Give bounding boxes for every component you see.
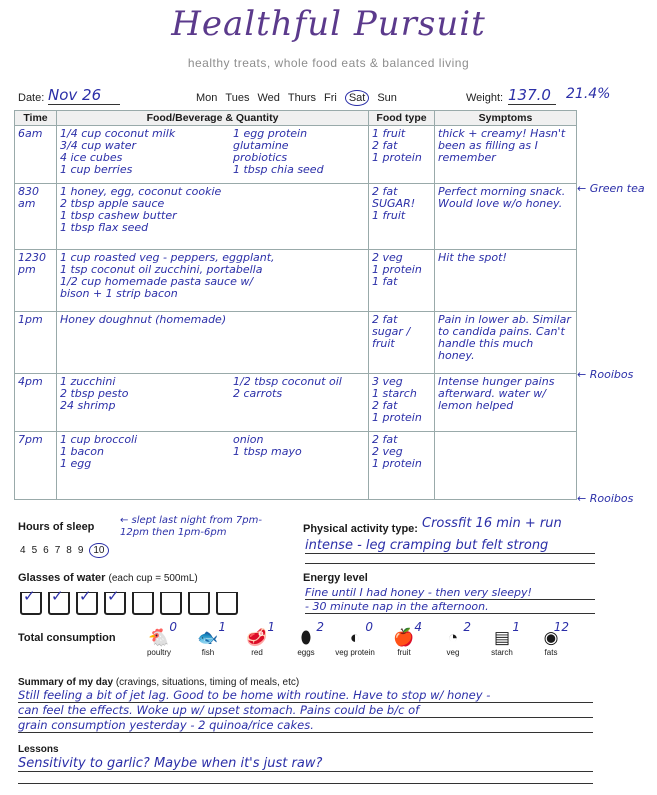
lessons-line: Sensitivity to garlic? Maybe when it's just raw?	[18, 756, 593, 772]
food-item: 1 tsp coconut oil zucchini, portabella	[60, 263, 263, 276]
food-right	[233, 376, 365, 412]
water-cup	[104, 588, 126, 615]
food-item: glutamine	[233, 139, 289, 152]
col-header-3: Symptoms	[435, 111, 577, 126]
sleep-option: 6	[43, 545, 49, 556]
cell-food	[57, 250, 369, 312]
food-group-icon: 🐔	[148, 628, 170, 647]
table-row	[15, 312, 577, 374]
cell-food	[57, 374, 369, 432]
consumption-item	[480, 620, 524, 657]
food-type-item: 3 veg	[372, 375, 403, 388]
food-columns	[60, 434, 365, 470]
sleep-option: 10	[89, 543, 108, 558]
food-left	[60, 314, 365, 326]
cell-food	[57, 126, 369, 184]
food-item: 1 tbsp mayo	[233, 445, 302, 458]
food-item: bison + 1 strip bacon	[60, 287, 178, 300]
day-mon: Mon	[196, 92, 218, 104]
sleep-option: 4	[20, 545, 26, 556]
food-columns	[60, 128, 365, 176]
consumption-item	[137, 620, 181, 657]
food-group-count: 2	[463, 620, 471, 634]
food-group-count: 1	[512, 620, 520, 634]
check-icon: ✓	[79, 588, 92, 605]
food-group-icon: ⬮	[300, 628, 312, 647]
bodyfat-value: 21.4%	[566, 86, 611, 102]
food-item: Honey doughnut (homemade)	[60, 313, 227, 326]
food-type-item: 2 fat	[372, 313, 398, 326]
food-group-label: starch	[491, 648, 513, 657]
activity-line2: intense - leg cramping but felt strong	[305, 538, 595, 554]
food-type-item: 2 fat	[372, 139, 398, 152]
cell-food-type	[369, 312, 435, 374]
cell-symptoms: thick + creamy! Hasn't been as filling as I remember	[435, 126, 577, 184]
food-left	[60, 376, 225, 412]
water-cup	[132, 592, 154, 615]
consumption-item	[235, 620, 279, 657]
sleep-options	[20, 540, 115, 558]
food-item: 4 ice cubes	[60, 151, 123, 164]
food-type-item: 2 veg	[372, 251, 403, 264]
consumption-item	[333, 620, 377, 657]
table-row	[15, 126, 577, 184]
food-columns	[60, 252, 365, 300]
table-row	[15, 184, 577, 250]
food-item: 1 bacon	[60, 445, 104, 458]
food-group-icon: ▤	[493, 628, 511, 647]
consumption-item	[284, 620, 328, 657]
summary-sublabel: (cravings, situations, timing of meals, etc)	[115, 677, 300, 688]
cell-food-type	[369, 374, 435, 432]
cell-symptoms: Hit the spot!	[435, 250, 577, 312]
activity-rule	[305, 563, 595, 564]
day-thurs: Thurs	[287, 92, 316, 104]
activity-line1: Crossfit 16 min + run	[422, 516, 562, 531]
food-type-item: 1 protein	[372, 263, 422, 276]
cell-food	[57, 312, 369, 374]
weight-value: 137.0	[508, 86, 556, 105]
day-fri: Fri	[324, 92, 337, 104]
food-group-count: 1	[218, 620, 226, 634]
table-row	[15, 250, 577, 312]
energy-line1: Fine until I had honey - then very sleepy!	[305, 586, 595, 600]
check-icon: ✓	[23, 588, 36, 605]
water-cup	[188, 592, 210, 615]
energy-label: Energy level	[303, 572, 368, 584]
sleep-option: 8	[66, 545, 72, 556]
food-type-item: SUGAR!	[372, 197, 416, 210]
cell-food-type	[369, 126, 435, 184]
cell-food-type	[369, 250, 435, 312]
weekday-row	[196, 92, 405, 104]
side-note: ← Rooibos	[577, 492, 634, 505]
food-type-item: 1 protein	[372, 411, 422, 424]
table-body	[15, 126, 577, 500]
cell-food-type	[369, 432, 435, 500]
food-item: 1 cup berries	[60, 163, 133, 176]
food-group-icon: 🍎	[393, 628, 415, 647]
food-right	[233, 434, 365, 470]
water-sublabel: (each cup = 500mL)	[108, 573, 198, 584]
cell-symptoms: Pain in lower ab. Similar to candida pains. Can't handle this much honey.	[435, 312, 577, 374]
food-group-label: poultry	[146, 648, 171, 657]
food-item: 1/4 cup coconut milk	[60, 127, 176, 140]
water-cup	[20, 588, 42, 615]
water-cups	[20, 588, 244, 620]
sleep-option: 9	[77, 545, 84, 556]
food-group-count: 4	[414, 620, 422, 634]
water-cup	[76, 588, 98, 615]
weight-label: Weight:	[466, 92, 504, 104]
food-type-item: 1 fruit	[372, 209, 406, 222]
food-type-item: sugar / fruit	[372, 325, 411, 350]
cell-food	[57, 184, 369, 250]
water-label: Glasses of water	[18, 572, 106, 584]
food-type-item: 1 fruit	[372, 127, 406, 140]
food-group-icon: 🥩	[246, 628, 268, 647]
date-value: Nov 26	[48, 86, 120, 105]
food-type-item: 2 fat	[372, 399, 398, 412]
col-header-0: Time	[15, 111, 57, 126]
cell-time: 6am	[15, 126, 57, 184]
cell-symptoms	[435, 432, 577, 500]
table-header	[15, 111, 577, 126]
food-item: 1 egg	[60, 457, 92, 470]
lessons-label: Lessons	[18, 744, 59, 755]
food-group-icon: 🐟	[197, 628, 219, 647]
food-group-count: 2	[316, 620, 324, 634]
brand-tagline: healthy treats, whole food eats & balanced living	[187, 56, 470, 70]
food-group-label: fats	[544, 648, 558, 657]
food-columns	[60, 186, 365, 234]
food-item: 1 tbsp cashew butter	[60, 209, 177, 222]
water-cup	[216, 592, 238, 615]
food-item: 24 shrimp	[60, 399, 116, 412]
food-group-label: veg protein	[335, 648, 375, 657]
food-group-icon: ◔	[447, 628, 459, 647]
food-item: 1 cup broccoli	[60, 433, 138, 446]
food-group-count: 0	[169, 620, 177, 634]
cell-time: 1pm	[15, 312, 57, 374]
cell-time: 7pm	[15, 432, 57, 500]
food-type-item: 1 starch	[372, 387, 417, 400]
food-item: probiotics	[233, 151, 288, 164]
food-group-icon: ◉	[543, 628, 559, 647]
activity-label: Physical activity type:	[303, 523, 418, 535]
food-group-count: 0	[365, 620, 373, 634]
food-type-item: 2 fat	[372, 185, 398, 198]
energy-line2: - 30 minute nap in the afternoon.	[305, 600, 595, 614]
lessons-rule	[18, 783, 593, 784]
food-group-label: red	[251, 648, 263, 657]
date-label: Date:	[18, 92, 45, 104]
sleep-option: 7	[54, 545, 61, 556]
food-group-count: 1	[267, 620, 275, 634]
side-note: ← Rooibos	[577, 368, 634, 381]
food-group-label: eggs	[297, 648, 315, 657]
sleep-label: Hours of sleep	[18, 521, 95, 533]
food-item: 1 cup roasted veg - peppers, eggplant,	[60, 251, 275, 264]
food-item: 1 egg protein	[233, 127, 308, 140]
water-cup	[48, 588, 70, 615]
food-item: 1 zucchini	[60, 375, 116, 388]
food-left	[60, 434, 225, 470]
summary-line-1: Still feeling a bit of jet lag. Good to be home with routine. Have to stop w/ honey -	[18, 688, 593, 703]
food-type-item: 2 fat	[372, 433, 398, 446]
food-log-table	[14, 110, 577, 500]
summary-line-3: grain consumption yesterday - 2 quinoa/rice cakes.	[18, 718, 593, 733]
food-type-item: 1 protein	[372, 457, 422, 470]
cell-time: 4pm	[15, 374, 57, 432]
cell-food-type	[369, 184, 435, 250]
food-type-item: 1 protein	[372, 151, 422, 164]
col-header-2: Food type	[369, 111, 435, 126]
food-item: 1/2 cup homemade pasta sauce w/	[60, 275, 254, 288]
food-group-label: fruit	[397, 648, 411, 657]
sleep-note: ← slept last night from 7pm-12pm then 1pm-6pm	[120, 515, 262, 538]
brand-title: Healthful Pursuit	[171, 4, 486, 44]
food-item: 1 tbsp chia seed	[233, 163, 324, 176]
water-cup	[160, 592, 182, 615]
food-right	[233, 128, 365, 176]
cell-time: 830 am	[15, 184, 57, 250]
day-sat: Sat	[345, 90, 370, 106]
col-header-1: Food/Beverage & Quantity	[57, 111, 369, 126]
sleep-option: 5	[31, 545, 38, 556]
summary-label: Summary of my day	[18, 677, 114, 688]
consumption-item	[382, 620, 426, 657]
food-item: 3/4 cup water	[60, 139, 137, 152]
side-note: ← Green tea	[577, 182, 645, 195]
food-type-item: 1 fat	[372, 275, 398, 288]
day-wed: Wed	[257, 92, 280, 104]
food-group-label: fish	[201, 648, 215, 657]
summary-label-wrap	[18, 677, 299, 688]
food-item: onion	[233, 433, 264, 446]
food-group-label: veg	[446, 648, 460, 657]
day-sun: Sun	[377, 92, 397, 104]
day-tues: Tues	[225, 92, 250, 104]
food-item: 1 tbsp flax seed	[60, 221, 149, 234]
check-icon: ✓	[51, 588, 64, 605]
cell-symptoms: Intense hunger pains afterward. water w/ lemon helped	[435, 374, 577, 432]
cell-symptoms: Perfect morning snack. Would love w/o honey.	[435, 184, 577, 250]
food-item: 1 honey, egg, coconut cookie	[60, 185, 222, 198]
consumption-item	[431, 620, 475, 657]
summary-line-2: can feel the effects. Woke up w/ upset stomach. Pains could be b/c of	[18, 703, 593, 718]
cell-time: 1230 pm	[15, 250, 57, 312]
check-icon: ✓	[107, 588, 120, 605]
food-left	[60, 128, 225, 176]
food-group-count: 12	[553, 620, 569, 634]
consumption-item	[529, 620, 573, 657]
food-item: 1/2 tbsp coconut oil	[233, 375, 342, 388]
food-left	[60, 186, 365, 234]
food-item: 2 carrots	[233, 387, 283, 400]
consumption-item	[186, 620, 230, 657]
food-type-item: 2 veg	[372, 445, 403, 458]
food-columns	[60, 314, 365, 326]
table-row	[15, 374, 577, 432]
food-item: 2 tbsp apple sauce	[60, 197, 165, 210]
food-left	[60, 252, 365, 300]
food-item: 2 tbsp pesto	[60, 387, 129, 400]
cell-food	[57, 432, 369, 500]
table-row	[15, 432, 577, 500]
water-label-wrap	[18, 572, 198, 584]
food-columns	[60, 376, 365, 412]
consumption-label: Total consumption	[18, 632, 116, 644]
food-group-icon: ◐	[349, 628, 361, 647]
